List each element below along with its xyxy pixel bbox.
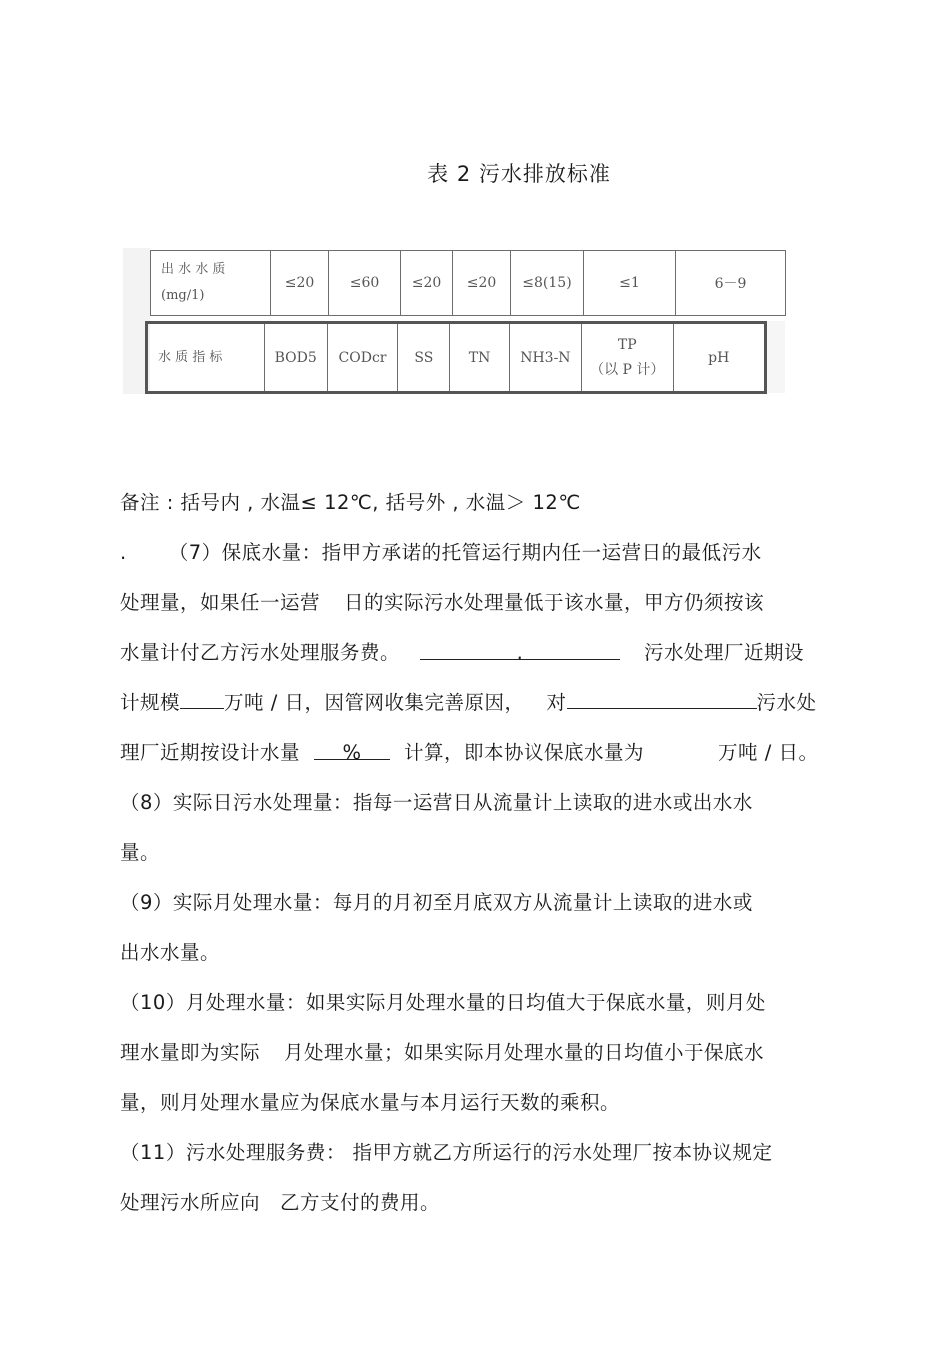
p7-text-4c: 对 (546, 691, 567, 714)
p11-text-2b: 乙方支付的费用。 (280, 1191, 441, 1214)
p10-text-2a: 理水量即为实际 (120, 1041, 261, 1064)
p7-line1 (120, 537, 762, 565)
p7-text-3a: 水量计付乙方污水处理服务费。 (120, 641, 401, 664)
percent-sign: % (342, 741, 362, 764)
quality-index-row (145, 321, 767, 394)
outflow-header-cell (151, 251, 271, 316)
p7-text-4b: 万吨 / 日，因管网收集完善原因， (224, 691, 525, 714)
p7-text-3b: 污水处理厂近期设 (644, 641, 805, 664)
index-tp-note: （以 P 计） (590, 361, 665, 378)
outflow-header-label: 出 水 水 质 (161, 262, 226, 277)
scan-shade-right (767, 321, 785, 393)
plant-name-blank-2[interactable] (567, 690, 757, 709)
p7-text-5b: 计算，即本协议保底水量为 (404, 741, 645, 764)
p7-text-2b: 日的实际污水处理量低于该水量，甲方仍须按该 (344, 591, 765, 614)
outflow-value-bod5: ≤20 (271, 251, 329, 316)
outflow-value-nh3n: ≤8(15) (511, 251, 584, 316)
p7-line5 (120, 737, 819, 765)
index-header-cell: 水 质 指 标 (147, 323, 265, 393)
outflow-value-tp: ≤1 (584, 251, 676, 316)
blank-dot: . (516, 641, 524, 664)
index-tp-cell (582, 323, 673, 393)
index-ph: pH (673, 323, 766, 393)
design-scale-blank[interactable] (180, 690, 224, 709)
index-tn: TN (450, 323, 509, 393)
p11-line1: （11）污水处理服务费： 指甲方就乙方所运行的污水处理厂按本协议规定 (120, 1141, 773, 1164)
index-ss: SS (398, 323, 450, 393)
index-tp: TP (617, 336, 637, 353)
p7-text-2a: 处理量，如果任一运营 (120, 591, 321, 614)
p11-line2 (120, 1187, 440, 1215)
p7-text-5a: 理厂近期按设计水量 (120, 741, 301, 764)
outflow-quality-row (150, 250, 786, 316)
p8-line1: （8）实际日污水处理量：指每一运营日从流量计上读取的进水或出水水 (120, 791, 753, 814)
p7-text-1: （7）保底水量：指甲方承诺的托管运行期内任一运营日的最低污水 (168, 541, 762, 564)
p9-line1: （9）实际月处理水量：每月的月初至月底双方从流量计上读取的进水或 (120, 891, 753, 914)
p9-line2: 出水水量。 (120, 941, 221, 964)
p7-prefix: . (120, 541, 127, 564)
p8-line2: 量。 (120, 841, 161, 864)
p11-text-2a: 处理污水所应向 (120, 1191, 261, 1214)
p7-text-4a: 计规模 (120, 691, 181, 714)
outflow-value-codcr: ≤60 (329, 251, 401, 316)
p7-text-5c: 万吨 / 日。 (718, 741, 819, 764)
p7-line4 (120, 687, 817, 715)
outflow-value-ss: ≤20 (401, 251, 453, 316)
design-percent-blank[interactable] (314, 741, 390, 764)
temperature-note: 备注 : 括号内 , 水温≤ 12℃, 括号外 , 水温＞ 12℃ (120, 491, 581, 514)
table-title: 表 2 污水排放标准 (427, 162, 611, 186)
discharge-standard-table (123, 248, 785, 394)
p7-line3 (120, 637, 804, 665)
p10-line3: 量，则月处理水量应为保底水量与本月运行天数的乘积。 (120, 1091, 621, 1114)
p10-line2 (120, 1037, 764, 1065)
index-bod5: BOD5 (264, 323, 327, 393)
outflow-header-unit: (mg/1) (161, 288, 205, 303)
index-nh3n: NH3-N (509, 323, 581, 393)
plant-name-blank[interactable] (420, 641, 620, 664)
outflow-value-ph: 6－9 (676, 251, 786, 316)
p7-line2 (120, 587, 764, 615)
p10-line1: （10）月处理水量：如果实际月处理水量的日均值大于保底水量，则月处 (120, 991, 766, 1014)
p7-text-4d: 污水处 (756, 691, 817, 714)
outflow-value-tn: ≤20 (453, 251, 511, 316)
index-codcr: CODcr (327, 323, 397, 393)
p10-text-2b: 月处理水量；如果实际月处理水量的日均值小于保底水 (284, 1041, 765, 1064)
